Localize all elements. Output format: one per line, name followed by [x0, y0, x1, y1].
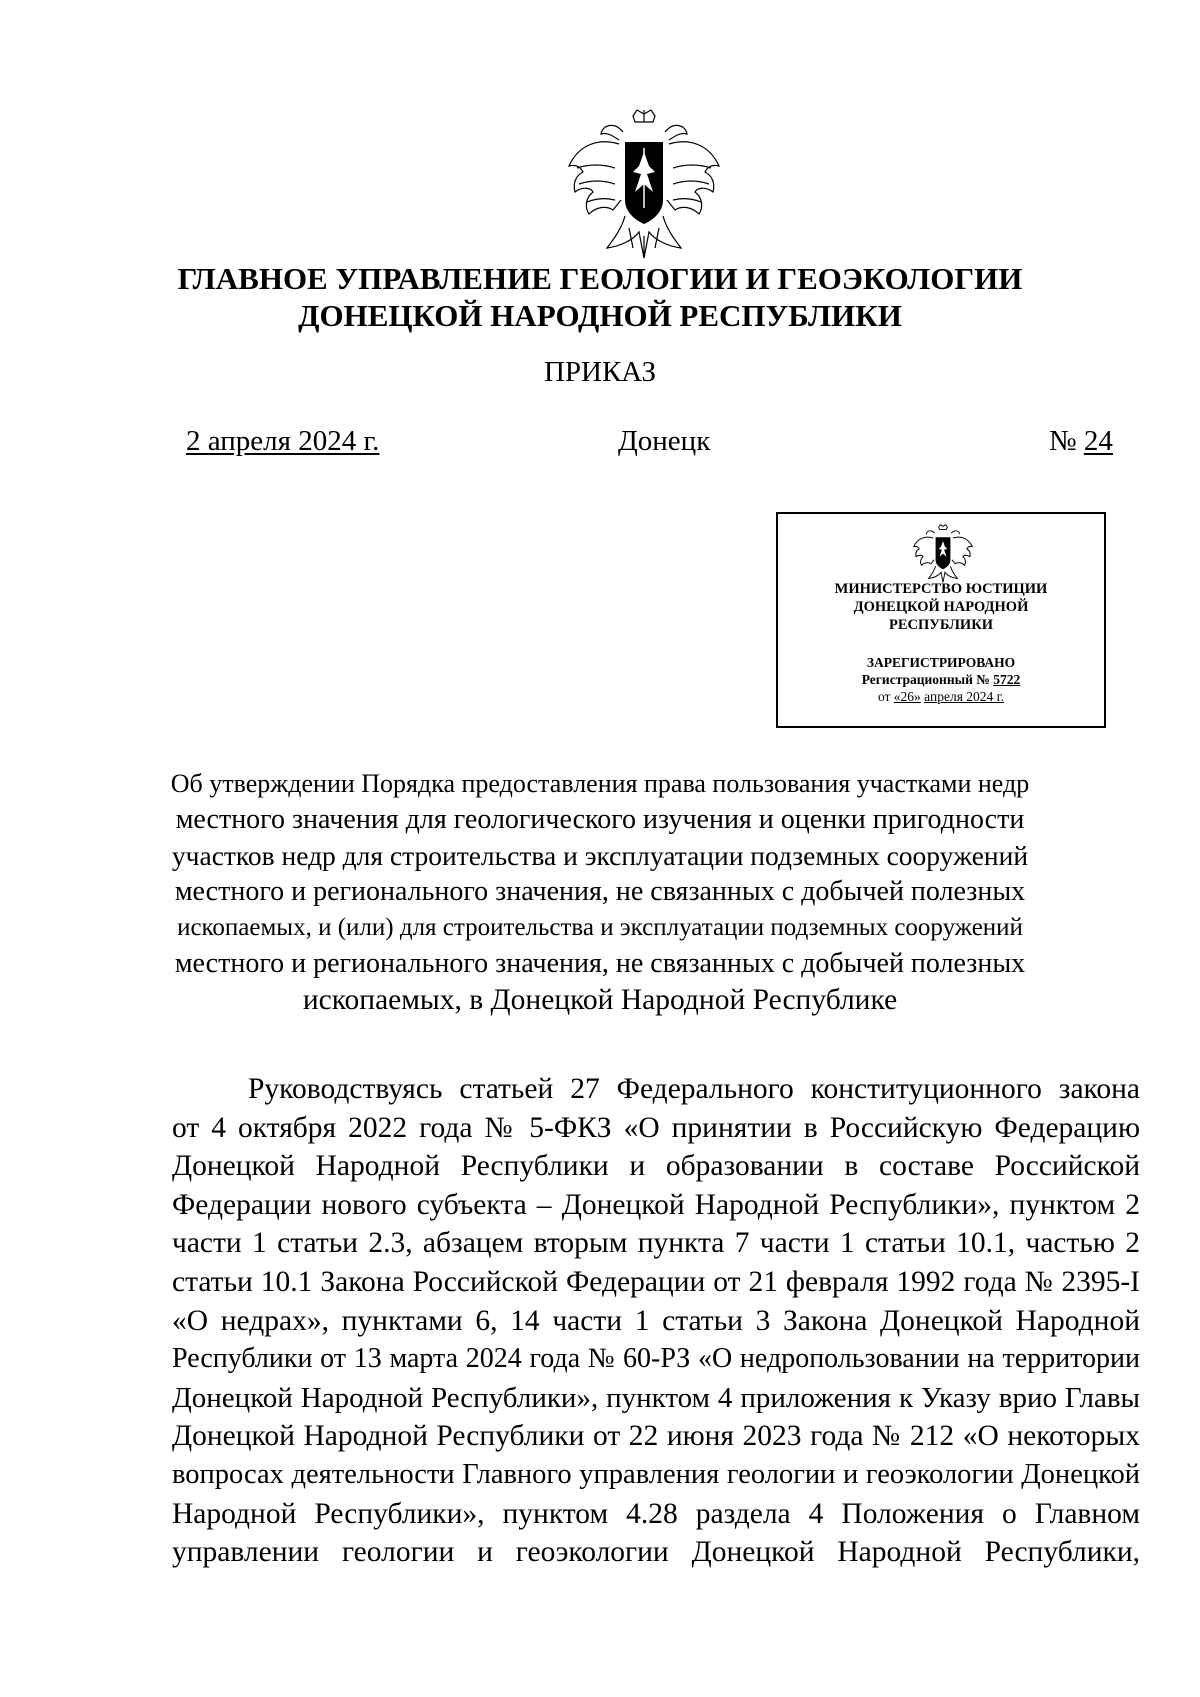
stamp-ministry-line1: МИНИСТЕРСТВО ЮСТИЦИИ: [834, 581, 1048, 597]
subject-line: местного и регионального значения, не связанных с добычей полезных: [174, 948, 1026, 979]
body-line: управлении геологии и геоэкологии Донецкой Народной Республики,: [172, 1536, 1140, 1569]
stamp-from-date: апреля 2024 г.: [924, 689, 1005, 704]
body-line: статьи 10.1 Закона Российской Федерации от 21 февраля 1992 года № 2395-I: [172, 1265, 1140, 1298]
registration-stamp: [776, 512, 1106, 728]
stamp-reg-number: 5722: [993, 672, 1021, 687]
body-line: Федерации нового субъекта – Донецкой Народной Республики», пунктом 2: [172, 1188, 1140, 1221]
body-line: от 4 октября 2022 года № 5-ФКЗ «О принятии в Российскую Федерацию: [172, 1111, 1140, 1144]
subject-line: местного и регионального значения, не связанных с добычей полезных: [174, 876, 1026, 907]
body-line: Донецкой Народной Республики и образовании в составе Российской: [172, 1150, 1140, 1183]
stamp-ministry-line3: РЕСПУБЛИКИ: [888, 617, 994, 633]
document-type: ПРИКАЗ: [543, 356, 657, 388]
stamp-registered-label: ЗАРЕГИСТРИРОВАНО: [866, 655, 1016, 670]
document-body: [172, 1070, 1140, 1572]
body-line: Руководствуясь статьей 27 Федерального конституционного закона: [248, 1073, 1140, 1105]
coat-of-arms-icon: [911, 524, 975, 584]
document-number-value: 24: [1083, 425, 1113, 457]
stamp-reg-label: Регистрационный №: [861, 672, 994, 687]
document-city: Донецк: [618, 425, 711, 457]
document-date: 2 апреля 2024 г.: [186, 425, 380, 457]
body-line: Республики от 13 марта 2024 года № 60-РЗ «О недропользовании на территории: [172, 1343, 1140, 1375]
body-line: Народной Республики», пунктом 4.28 раздела 4 Положения о Главном: [172, 1497, 1140, 1530]
stamp-date-line: [778, 688, 1104, 705]
body-line: «О недрах», пунктами 6, 14 части 1 статьи 3 Закона Донецкой Народной: [172, 1304, 1140, 1337]
body-line: Донецкой Народной Республики», пунктом 4 приложения к Указу врио Главы: [172, 1381, 1140, 1414]
subject-line: участков недр для строительства и эксплуатации подземных сооружений: [171, 840, 1029, 871]
document-meta: [0, 425, 1200, 465]
agency-name: [150, 260, 1050, 334]
stamp-registration: [778, 654, 1104, 705]
stamp-from-label: от: [877, 689, 894, 704]
agency-name-line2: ДОНЕЦКОЙ НАРОДНОЙ РЕСПУБЛИКИ: [298, 298, 902, 333]
subject-line: местного значения для геологического изучения и оценки пригодности: [175, 804, 1025, 835]
subject-line: ископаемых, и (или) для строительства и эксплуатации подземных сооружений: [177, 914, 1023, 941]
stamp-reg-number-line: [778, 671, 1104, 688]
subject-line: ископаемых, в Донецкой Народной Республике: [302, 984, 898, 1016]
body-line: Донецкой Народной Республики от 22 июня 2023 года № 212 «О некоторых: [172, 1420, 1140, 1453]
body-line: части 1 статьи 2.3, абзацем вторым пункта 7 части 1 статьи 10.1, частью 2: [172, 1227, 1140, 1260]
subject-line: Об утверждении Порядка предоставления права пользования участками недр: [170, 769, 1030, 798]
stamp-from-day: «26»: [893, 689, 921, 704]
stamp-ministry-name: [778, 580, 1104, 634]
document-number-prefix: №: [1049, 425, 1084, 457]
document-subject: [170, 766, 1030, 1018]
agency-name-line1: ГЛАВНОЕ УПРАВЛЕНИЕ ГЕОЛОГИИ И ГЕОЭКОЛОГИИ: [177, 261, 1023, 296]
stamp-ministry-line2: ДОНЕЦКОЙ НАРОДНОЙ: [853, 599, 1029, 615]
body-line: вопросах деятельности Главного управления геологии и геоэкологии Донецкой: [172, 1458, 1140, 1490]
coat-of-arms-icon: [563, 108, 725, 262]
document-number: [1049, 425, 1113, 458]
